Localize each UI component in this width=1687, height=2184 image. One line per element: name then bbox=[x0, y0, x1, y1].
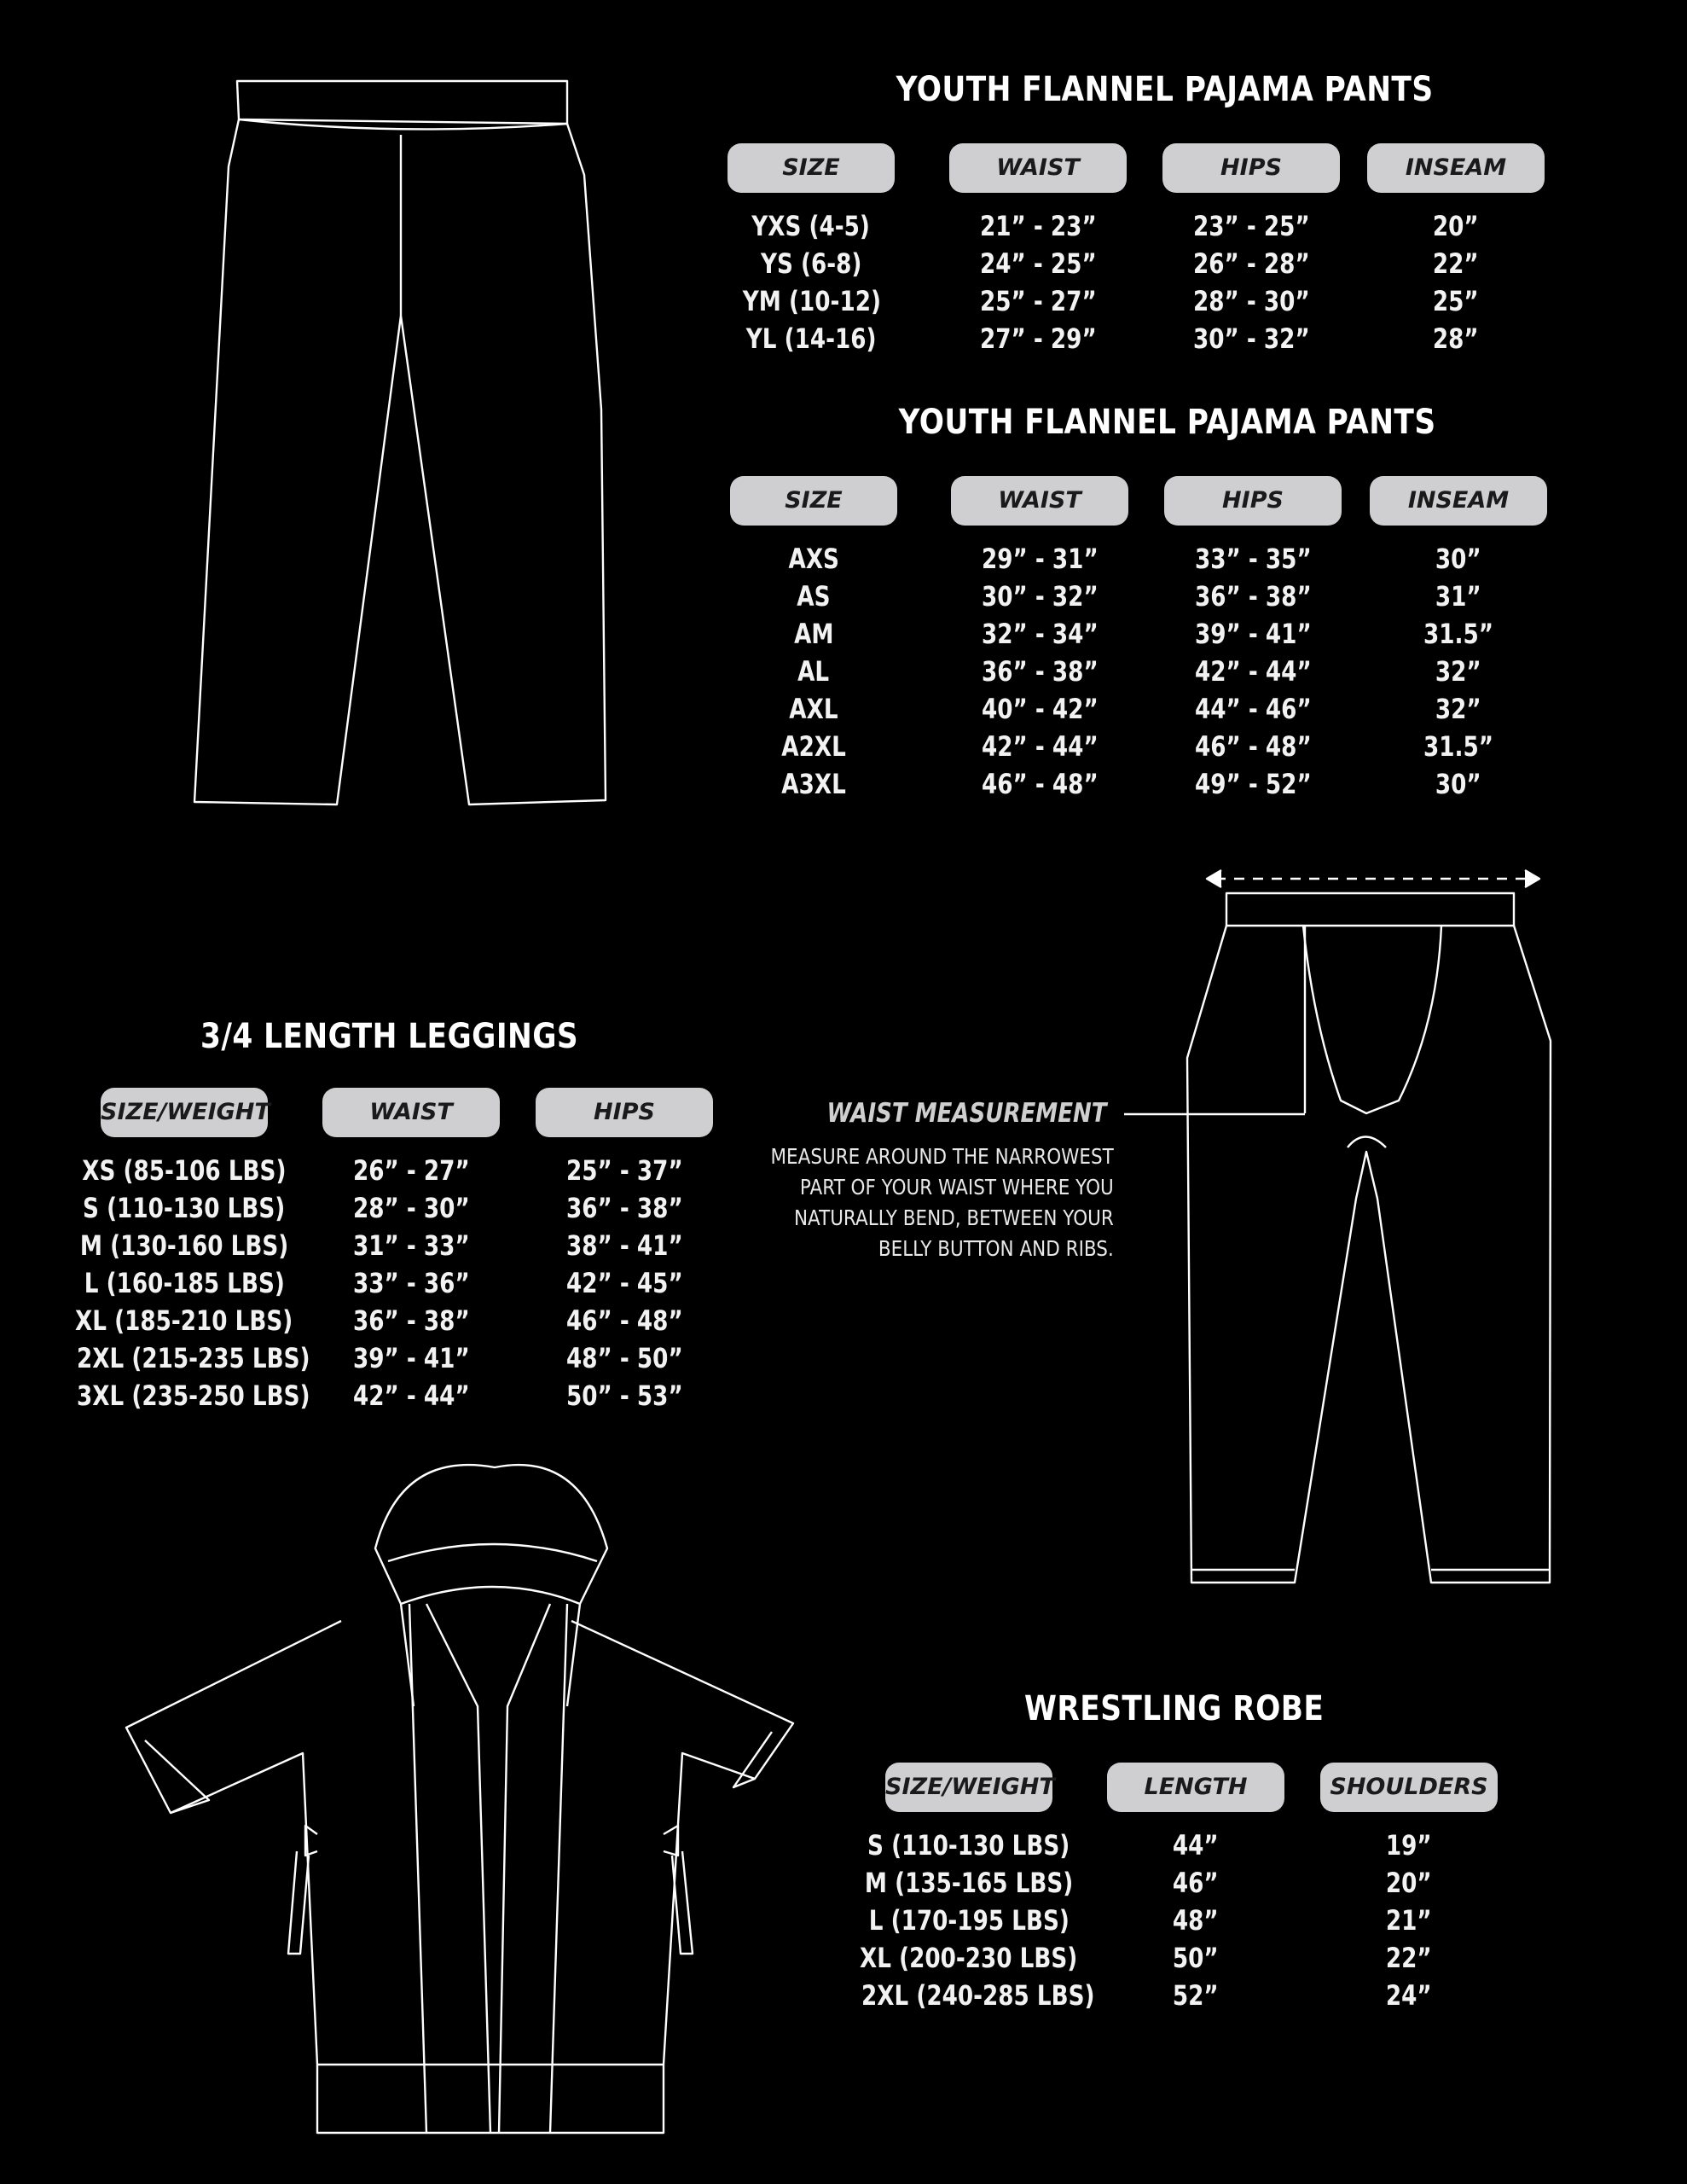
table-cell: 32” bbox=[1435, 655, 1481, 688]
table-cell: 25” bbox=[1433, 285, 1479, 317]
note-line: PART OF YOUR WAIST WHERE YOU bbox=[800, 1175, 1114, 1199]
table-cell: 32” bbox=[1435, 693, 1481, 725]
table-cell: 46” - 48” bbox=[1194, 730, 1312, 763]
table-cell: 21” bbox=[1386, 1904, 1432, 1937]
table-cell: M (135-165 LBS) bbox=[864, 1867, 1074, 1899]
table-cell: 42” - 44” bbox=[1194, 655, 1312, 688]
table-cell: 32” - 34” bbox=[981, 618, 1099, 650]
table-cell: YM (10-12) bbox=[742, 285, 881, 317]
table-cell: 42” - 44” bbox=[981, 730, 1099, 763]
leggings-header-size-weight: SIZE/WEIGHT bbox=[101, 1088, 268, 1137]
table-cell: 31.5” bbox=[1423, 730, 1493, 763]
table-cell: S (110-130 LBS) bbox=[867, 1829, 1070, 1862]
note-line: BELLY BUTTON AND RIBS. bbox=[878, 1236, 1114, 1261]
table-cell: 3XL (235-250 LBS) bbox=[77, 1380, 310, 1412]
table-cell: 50” bbox=[1173, 1942, 1219, 1974]
table-cell: AXS bbox=[788, 543, 839, 575]
table-cell: 20” bbox=[1386, 1867, 1432, 1899]
leggings-header-waist: WAIST bbox=[322, 1088, 500, 1137]
leggings-col-size-weight bbox=[51, 1152, 317, 1414]
youth-pants-col-hips bbox=[1162, 207, 1340, 357]
table-cell: AL bbox=[797, 655, 830, 688]
table-cell: 22” bbox=[1386, 1942, 1432, 1974]
table-cell: 52” bbox=[1173, 1979, 1219, 2012]
table-cell: 28” - 30” bbox=[352, 1192, 470, 1224]
table-cell: 39” - 41” bbox=[1194, 618, 1312, 650]
adult-pants-header-waist: WAIST bbox=[951, 476, 1128, 526]
youth-pants-header-inseam: INSEAM bbox=[1367, 143, 1545, 193]
table-cell: 49” - 52” bbox=[1194, 768, 1312, 800]
table-cell: 31” bbox=[1435, 580, 1481, 613]
leggings-col-hips bbox=[536, 1152, 713, 1414]
table-cell: 30” - 32” bbox=[981, 580, 1099, 613]
youth-pants-col-inseam bbox=[1367, 207, 1545, 357]
youth-pants-title: YOUTH FLANNEL PAJAMA PANTS bbox=[896, 70, 1434, 109]
table-cell: 42” - 45” bbox=[565, 1267, 683, 1299]
table-cell: 36” - 38” bbox=[352, 1304, 470, 1337]
leggings-col-waist bbox=[322, 1152, 500, 1414]
adult-pants-title: YOUTH FLANNEL PAJAMA PANTS bbox=[898, 403, 1436, 442]
table-cell: A3XL bbox=[781, 768, 846, 800]
table-cell: 50” - 53” bbox=[565, 1380, 683, 1412]
table-cell: 40” - 42” bbox=[981, 693, 1099, 725]
table-cell: 26” - 28” bbox=[1192, 247, 1310, 280]
robe-col-length bbox=[1107, 1827, 1284, 2014]
table-cell: 24” bbox=[1386, 1979, 1432, 2012]
table-cell: 46” bbox=[1173, 1867, 1219, 1899]
note-line: NATURALLY BEND, BETWEEN YOUR bbox=[794, 1205, 1114, 1230]
table-cell: AS bbox=[797, 580, 831, 613]
table-cell: 28” - 30” bbox=[1192, 285, 1310, 317]
table-cell: 42” - 44” bbox=[352, 1380, 470, 1412]
table-cell: 27” - 29” bbox=[979, 322, 1097, 355]
robe-col-size-weight bbox=[836, 1827, 1102, 2014]
table-cell: 24” - 25” bbox=[979, 247, 1097, 280]
table-cell: YXS (4-5) bbox=[751, 210, 871, 242]
table-cell: 21” - 23” bbox=[979, 210, 1097, 242]
robe-col-shoulders bbox=[1320, 1827, 1498, 2014]
robe-header-length: LENGTH bbox=[1107, 1763, 1284, 1812]
waist-measurement-text bbox=[771, 1141, 1114, 1264]
youth-pants-header-hips: HIPS bbox=[1162, 143, 1340, 193]
table-cell: 22” bbox=[1433, 247, 1479, 280]
table-cell: 48” bbox=[1173, 1904, 1219, 1937]
table-cell: 30” bbox=[1435, 768, 1481, 800]
table-cell: 20” bbox=[1433, 210, 1479, 242]
table-cell: 2XL (240-285 LBS) bbox=[861, 1979, 1095, 2012]
table-cell: 48” - 50” bbox=[565, 1342, 683, 1374]
table-cell: 25” - 37” bbox=[565, 1154, 683, 1187]
table-cell: A2XL bbox=[781, 730, 846, 763]
table-cell: 29” - 31” bbox=[981, 543, 1099, 575]
youth-pants-col-size bbox=[728, 207, 895, 357]
note-line: MEASURE AROUND THE NARROWEST bbox=[770, 1144, 1114, 1169]
table-cell: 44” bbox=[1173, 1829, 1219, 1862]
table-cell: L (170-195 LBS) bbox=[868, 1904, 1070, 1937]
table-cell: 30” - 32” bbox=[1192, 322, 1310, 355]
table-cell: YL (14-16) bbox=[745, 322, 877, 355]
adult-pants-col-hips bbox=[1164, 540, 1342, 803]
robe-header-shoulders: SHOULDERS bbox=[1320, 1763, 1498, 1812]
table-cell: 19” bbox=[1386, 1829, 1432, 1862]
adult-pants-col-size bbox=[730, 540, 897, 803]
adult-pants-col-inseam bbox=[1370, 540, 1547, 803]
leggings-title: 3/4 LENGTH LEGGINGS bbox=[200, 1017, 579, 1056]
youth-pants-header-size: SIZE bbox=[728, 143, 895, 193]
table-cell: 23” - 25” bbox=[1192, 210, 1310, 242]
robe-header-size-weight: SIZE/WEIGHT bbox=[885, 1763, 1052, 1812]
table-cell: 33” - 36” bbox=[352, 1267, 470, 1299]
table-cell: S (110-130 LBS) bbox=[83, 1192, 286, 1224]
table-cell: XL (185-210 LBS) bbox=[75, 1304, 293, 1337]
robe-title: WRESTLING ROBE bbox=[1024, 1689, 1325, 1728]
youth-pants-header-waist: WAIST bbox=[949, 143, 1127, 193]
waist-measurement-title: WAIST MEASUREMENT bbox=[826, 1098, 1107, 1129]
table-cell: 36” - 38” bbox=[1194, 580, 1312, 613]
table-cell: AM bbox=[793, 618, 834, 650]
table-cell: 2XL (215-235 LBS) bbox=[77, 1342, 310, 1374]
adult-pants-col-waist bbox=[951, 540, 1128, 803]
table-cell: AXL bbox=[789, 693, 838, 725]
table-cell: 28” bbox=[1433, 322, 1479, 355]
table-cell: 36” - 38” bbox=[981, 655, 1099, 688]
table-cell: 31” - 33” bbox=[352, 1229, 470, 1262]
table-cell: 46” - 48” bbox=[565, 1304, 683, 1337]
adult-pants-header-size: SIZE bbox=[730, 476, 897, 526]
table-cell: 33” - 35” bbox=[1194, 543, 1312, 575]
adult-pants-header-inseam: INSEAM bbox=[1370, 476, 1547, 526]
table-cell: 26” - 27” bbox=[352, 1154, 470, 1187]
table-cell: 36” - 38” bbox=[565, 1192, 683, 1224]
table-cell: YS (6-8) bbox=[760, 247, 862, 280]
table-cell: 25” - 27” bbox=[979, 285, 1097, 317]
table-cell: XL (200-230 LBS) bbox=[860, 1942, 1078, 1974]
youth-pants-col-waist bbox=[949, 207, 1127, 357]
table-cell: 44” - 46” bbox=[1194, 693, 1312, 725]
table-cell: XS (85-106 LBS) bbox=[82, 1154, 287, 1187]
table-cell: 39” - 41” bbox=[352, 1342, 470, 1374]
table-cell: 30” bbox=[1435, 543, 1481, 575]
table-cell: 38” - 41” bbox=[565, 1229, 683, 1262]
table-cell: 31.5” bbox=[1423, 618, 1493, 650]
leggings-header-hips: HIPS bbox=[536, 1088, 713, 1137]
table-cell: L (160-185 LBS) bbox=[84, 1267, 285, 1299]
table-cell: M (130-160 LBS) bbox=[79, 1229, 289, 1262]
table-cell: 46” - 48” bbox=[981, 768, 1099, 800]
adult-pants-header-hips: HIPS bbox=[1164, 476, 1342, 526]
